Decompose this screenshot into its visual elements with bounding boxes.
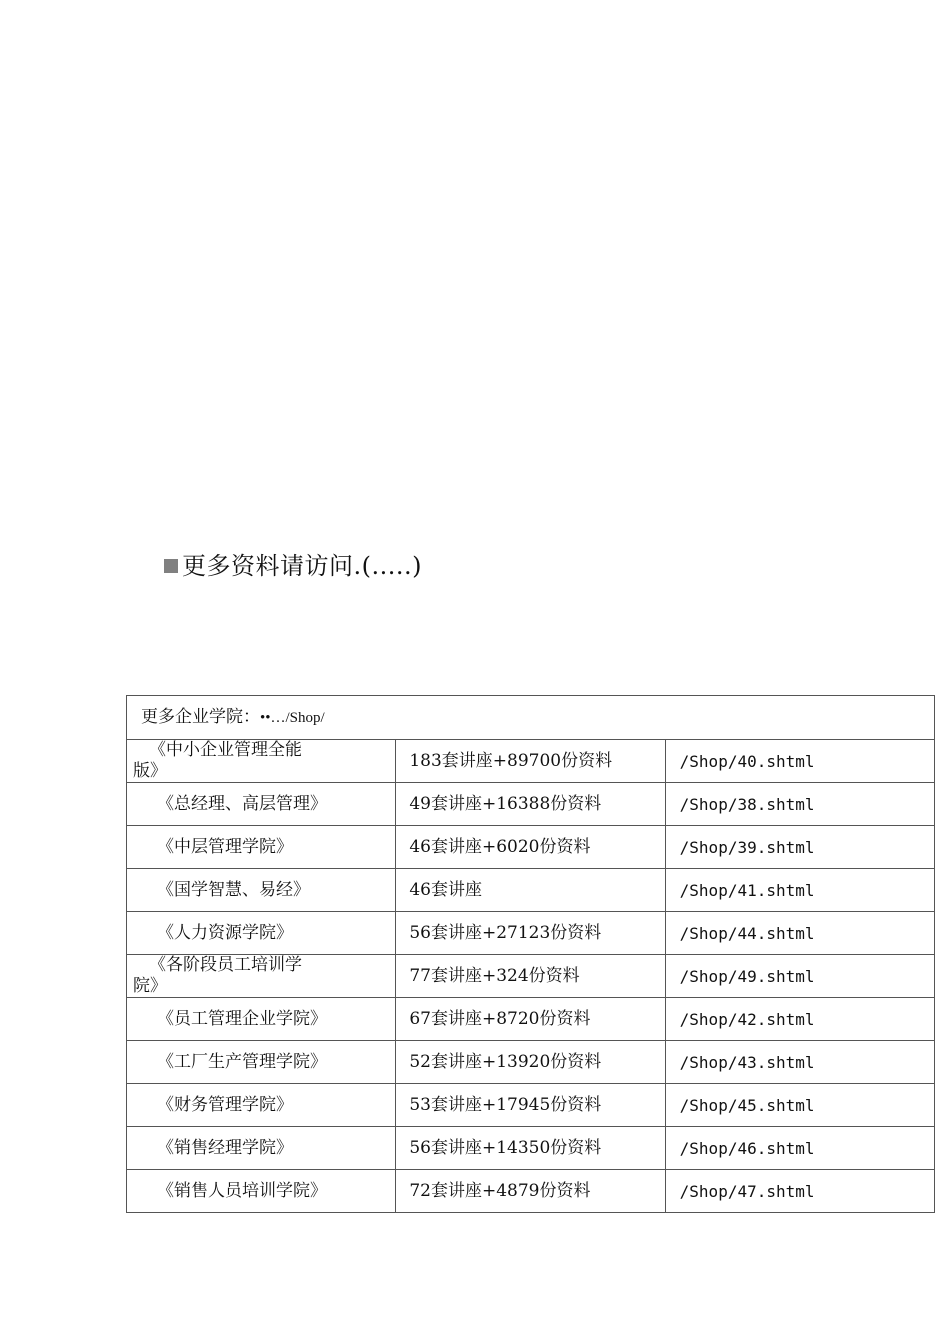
- heading-text: 更多资料请访问.(.....): [182, 552, 422, 580]
- course-count: 72套讲座+4879份资料: [396, 1170, 665, 1213]
- college-name-line2: 院》: [133, 976, 167, 996]
- shop-link[interactable]: /Shop/42.shtml: [665, 998, 934, 1041]
- shop-link[interactable]: /Shop/43.shtml: [665, 1041, 934, 1084]
- course-count: 49套讲座+16388份资料: [396, 783, 665, 826]
- table-row: [127, 869, 935, 912]
- table-row: [127, 1127, 935, 1170]
- course-count: 67套讲座+8720份资料: [396, 998, 665, 1041]
- table-row: [127, 1170, 935, 1213]
- table-row: [127, 912, 935, 955]
- page-heading: [164, 548, 422, 584]
- table-row: [127, 783, 935, 826]
- college-name-line2: 版》: [133, 761, 167, 781]
- shop-link[interactable]: /Shop/47.shtml: [665, 1170, 934, 1213]
- shop-link[interactable]: /Shop/45.shtml: [665, 1084, 934, 1127]
- college-name: [127, 955, 396, 998]
- table-row: [127, 998, 935, 1041]
- course-count: 52套讲座+13920份资料: [396, 1041, 665, 1084]
- college-name: 《销售人员培训学院》: [127, 1170, 396, 1213]
- shop-link[interactable]: /Shop/40.shtml: [665, 740, 934, 783]
- course-count: 46套讲座: [396, 869, 665, 912]
- table-row: [127, 740, 935, 783]
- college-name: 《员工管理企业学院》: [127, 998, 396, 1041]
- college-name: 《人力资源学院》: [127, 912, 396, 955]
- shop-link[interactable]: /Shop/39.shtml: [665, 826, 934, 869]
- course-count: 77套讲座+324份资料: [396, 955, 665, 998]
- college-name: 《工厂生产管理学院》: [127, 1041, 396, 1084]
- college-name-line1: 《中小企业管理全能: [149, 740, 302, 760]
- college-name: 《销售经理学院》: [127, 1127, 396, 1170]
- course-count: 56套讲座+27123份资料: [396, 912, 665, 955]
- course-count: 46套讲座+6020份资料: [396, 826, 665, 869]
- table-row: [127, 955, 935, 998]
- header-url-link[interactable]: ••…/Shop/: [260, 709, 325, 726]
- shop-link[interactable]: /Shop/46.shtml: [665, 1127, 934, 1170]
- table-header-row: [127, 696, 935, 740]
- college-name: 《总经理、高层管理》: [127, 783, 396, 826]
- shop-link[interactable]: /Shop/41.shtml: [665, 869, 934, 912]
- table-row: [127, 1041, 935, 1084]
- college-name: [127, 740, 396, 783]
- shop-table: [126, 695, 935, 1213]
- square-bullet-icon: [164, 559, 178, 573]
- table-row: [127, 826, 935, 869]
- course-count: 53套讲座+17945份资料: [396, 1084, 665, 1127]
- college-name: 《中层管理学院》: [127, 826, 396, 869]
- shop-link[interactable]: /Shop/38.shtml: [665, 783, 934, 826]
- college-name-line1: 《各阶段员工培训学: [149, 955, 302, 975]
- shop-link[interactable]: /Shop/44.shtml: [665, 912, 934, 955]
- course-count: 56套讲座+14350份资料: [396, 1127, 665, 1170]
- table-header-cell: [127, 696, 935, 740]
- table-row: [127, 1084, 935, 1127]
- course-count: 183套讲座+89700份资料: [396, 740, 665, 783]
- college-name: 《财务管理学院》: [127, 1084, 396, 1127]
- shop-link[interactable]: /Shop/49.shtml: [665, 955, 934, 998]
- college-name: 《国学智慧、易经》: [127, 869, 396, 912]
- header-prefix: 更多企业学院：: [141, 706, 260, 727]
